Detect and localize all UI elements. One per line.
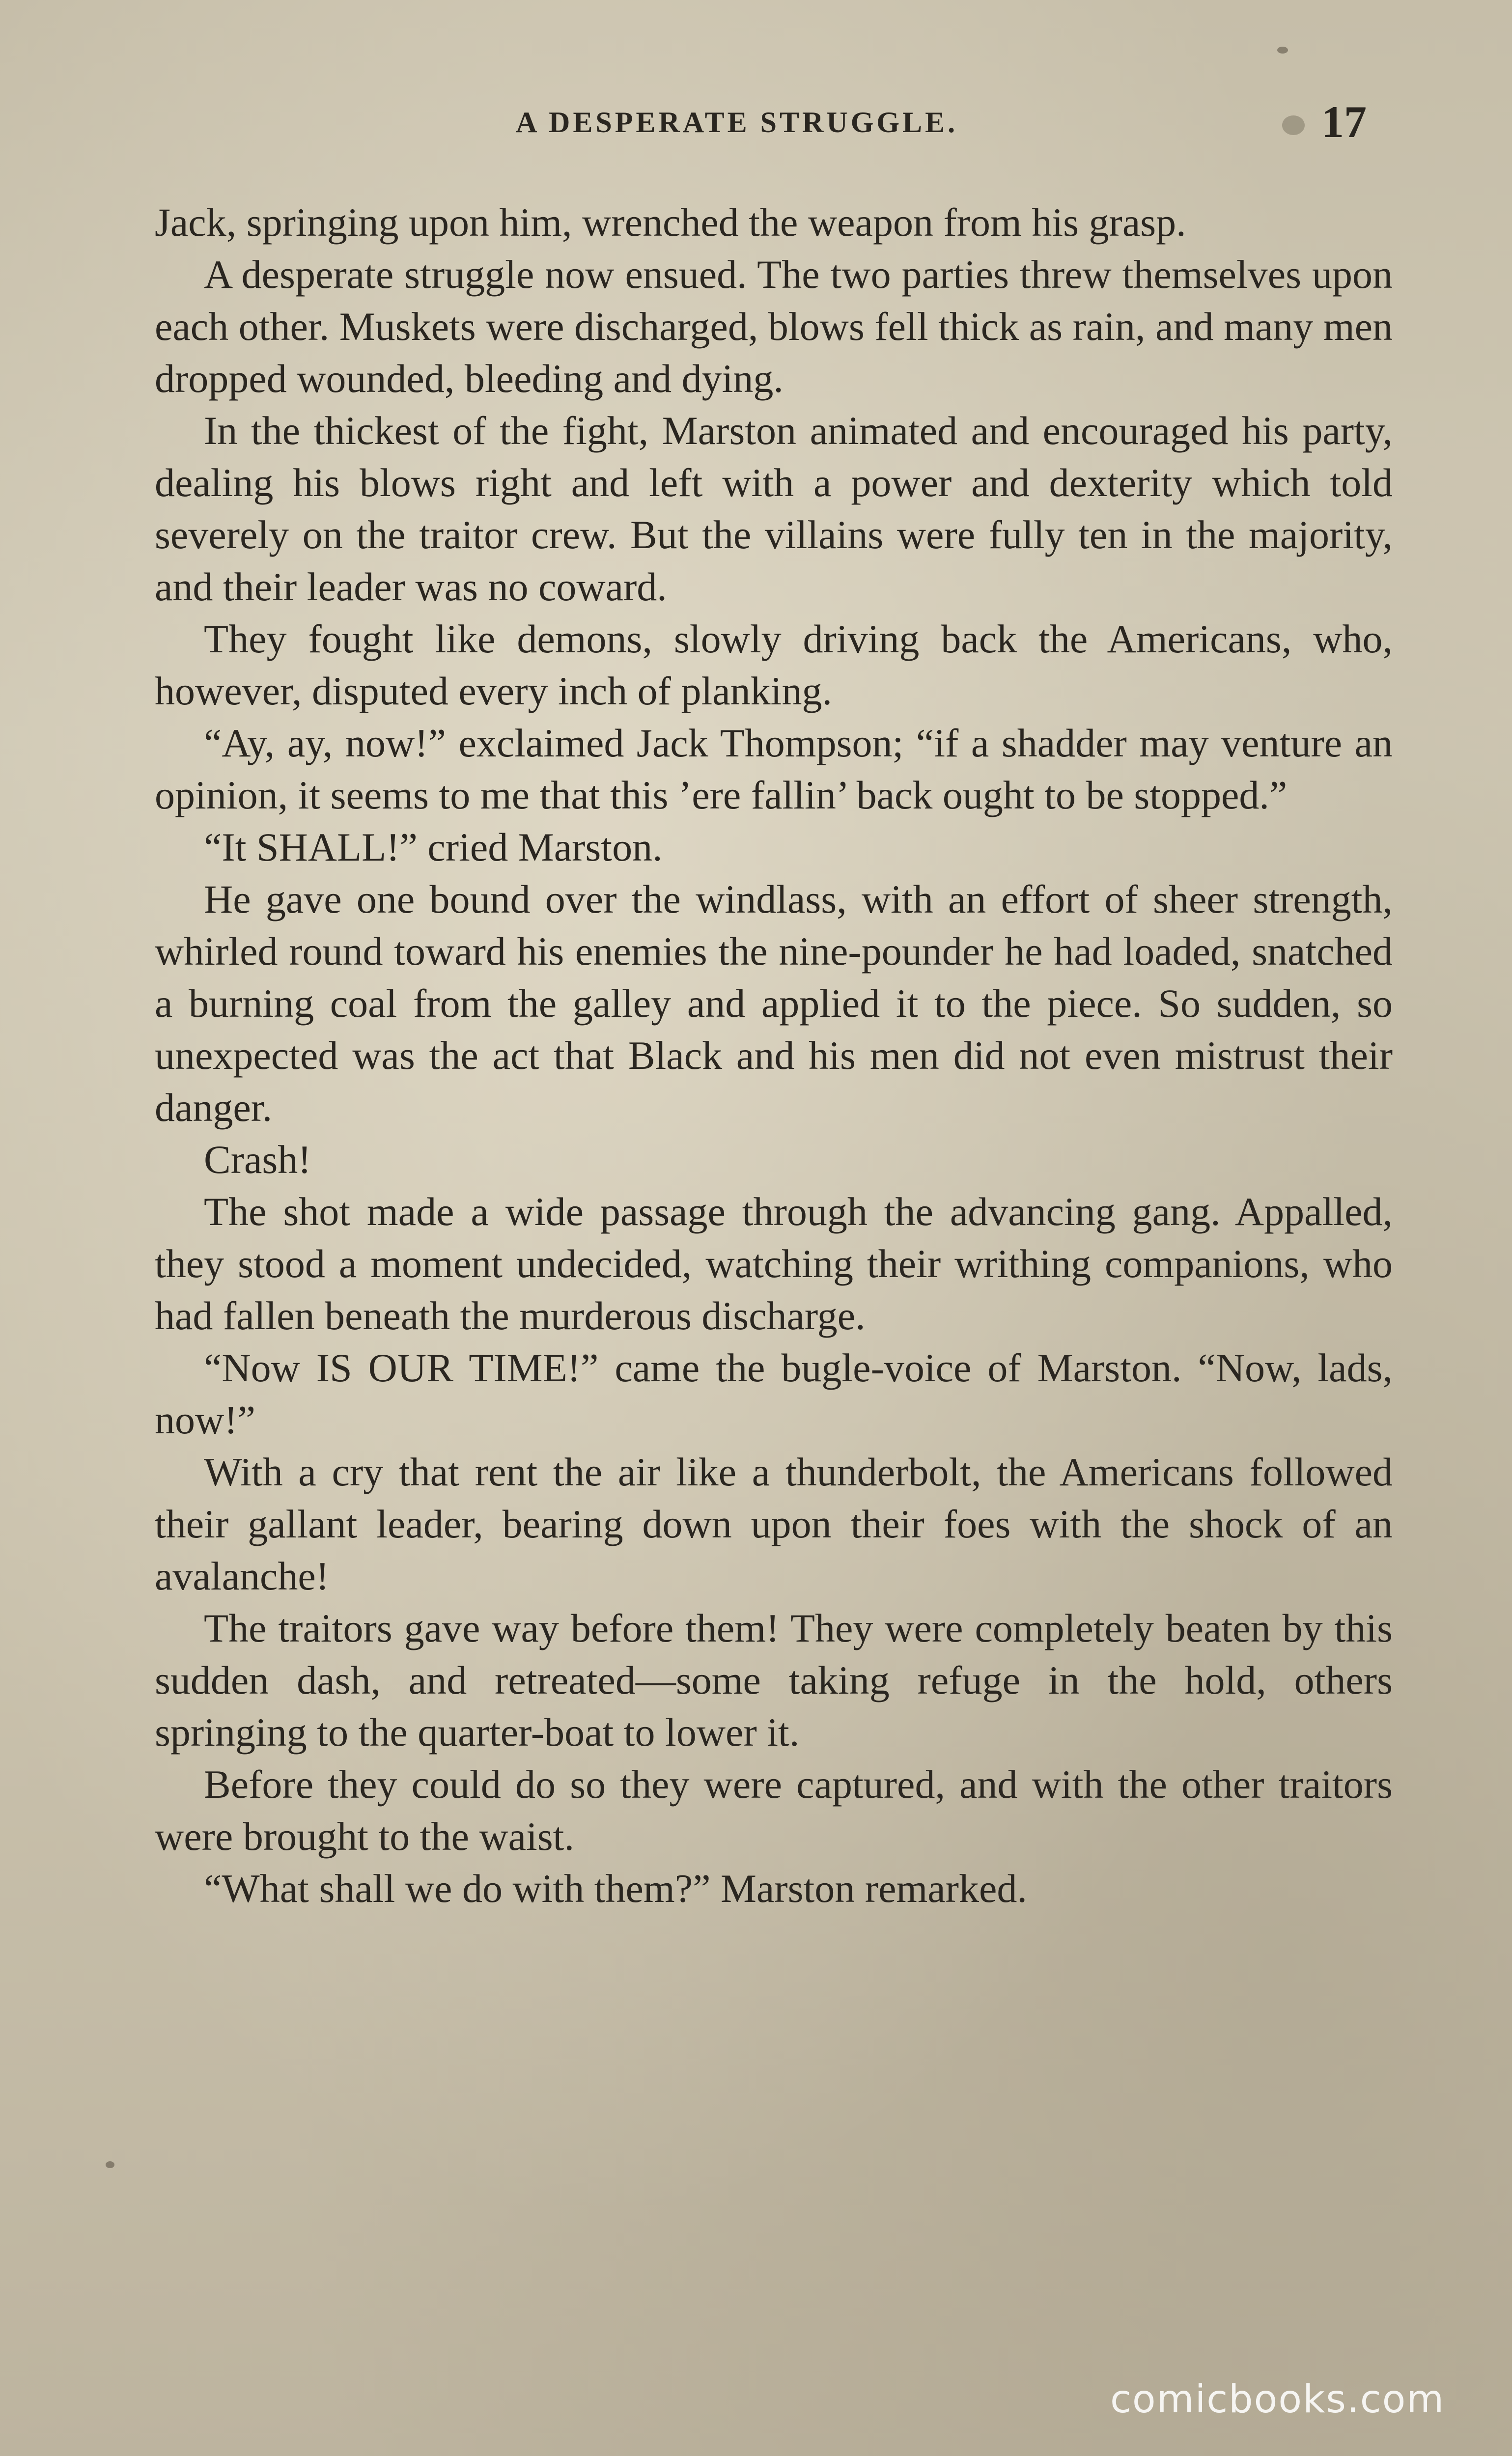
watermark: comicbooks.com [1110, 2377, 1445, 2422]
running-head: A DESPERATE STRUGGLE. [516, 106, 958, 139]
paragraph: In the thickest of the fight, Marston animated and encouraged his party, dealing his blows right and left with a power and dexterity which told severely on the traitor crew. But the villains were fully ten in the majority, and their leader was no coward. [155, 408, 1393, 609]
ink-speck [1277, 47, 1288, 54]
paragraph: The traitors gave way before them! They were completely beaten by this sudden dash, and retreated—some taking refuge in the hold, others springing to the quarter-boat to lower it. [155, 1606, 1393, 1755]
body-text [155, 196, 1393, 1915]
paragraph: They fought like demons, slowly driving back the Americans, who, however, disputed every inch of planking. [155, 616, 1393, 713]
paragraph: He gave one bound over the windlass, with an effort of sheer strength, whirled round toward his enemies the nine-pounder he had loaded, snatched a burning coal from the galley and applied it to the piece. So sudden, so unexpected was the act that Black and his men did not even mistrust their danger. [155, 877, 1393, 1130]
paragraph: “Now IS OUR TIME!” came the bugle-voice of Marston. “Now, lads, now!” [155, 1345, 1393, 1442]
paragraph: “It SHALL!” cried Marston. [204, 825, 663, 869]
page-number: 17 [1321, 97, 1367, 147]
ink-speck [106, 2161, 114, 2168]
paragraph: With a cry that rent the air like a thunderbolt, the Americans followed their gallant leader, bearing down upon their foes with the shock of an avalanche! [155, 1450, 1393, 1598]
paragraph: Jack, springing upon him, wrenched the weapon from his grasp. [155, 200, 1186, 245]
ink-speck [1282, 115, 1305, 135]
paragraph: The shot made a wide passage through the advancing gang. Appalled, they stood a moment undecided, watching their writhing companions, who had fallen beneath the murderous discharge. [155, 1189, 1393, 1338]
paragraph: Crash! [204, 1137, 311, 1182]
paragraph: Before they could do so they were captured, and with the other traitors were brought to the waist. [155, 1762, 1393, 1859]
paragraph: A desperate struggle now ensued. The two parties threw themselves upon each other. Muskets were discharged, blows fell thick as rain, and many men dropped wounded, bleeding and dying. [155, 252, 1393, 401]
paragraph: “Ay, ay, now!” exclaimed Jack Thompson; “if a shadder may venture an opinion, it seems to me that this ’ere fallin’ back ought to be stopped.” [155, 721, 1393, 817]
paragraph: “What shall we do with them?” Marston remarked. [204, 1866, 1027, 1911]
